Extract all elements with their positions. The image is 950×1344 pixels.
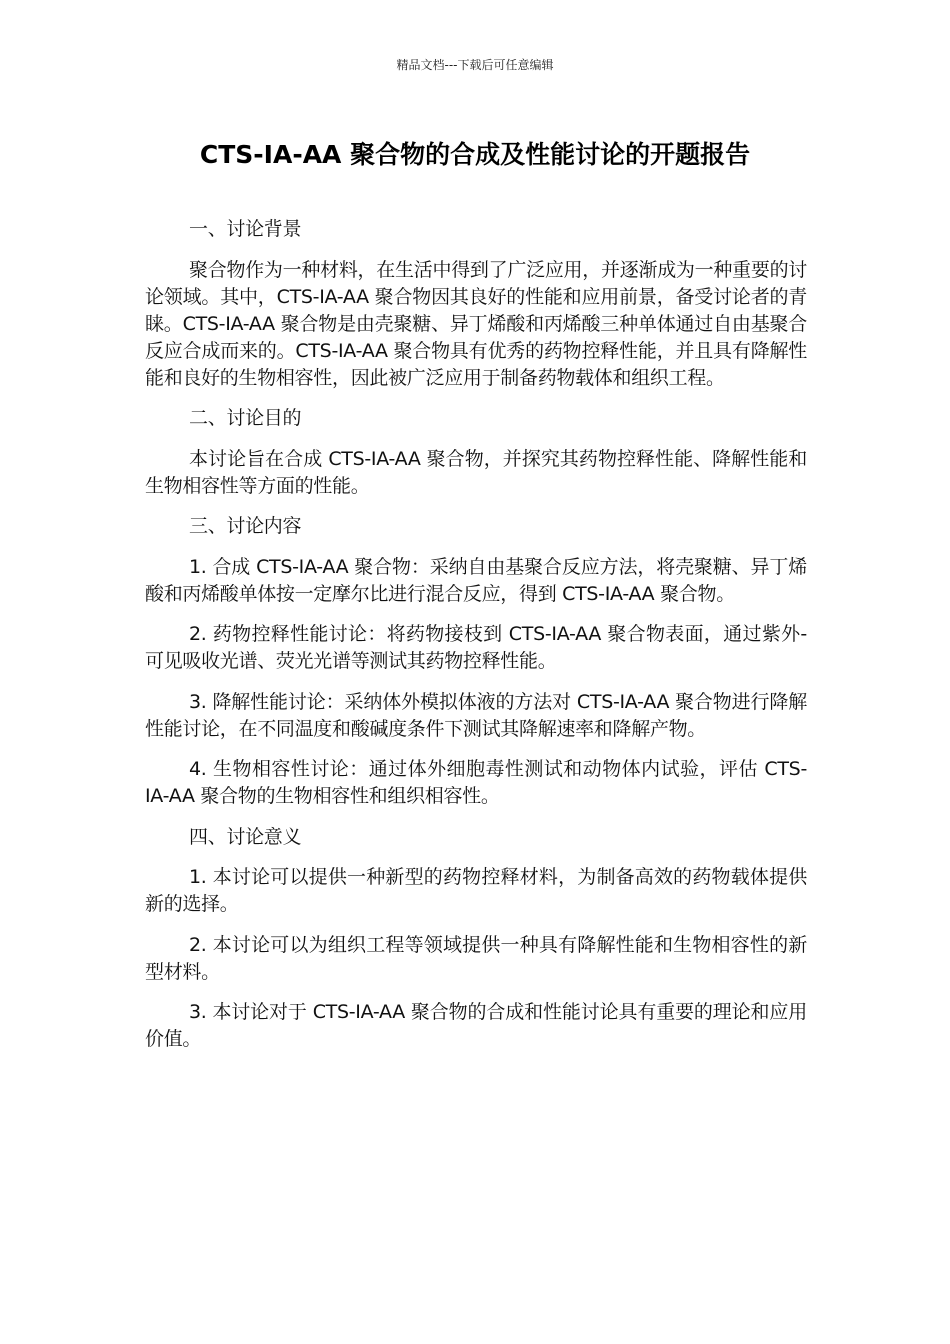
- content-item-4: 4. 生物相容性讨论：通过体外细胞毒性测试和动物体内试验，评估 CTS-IA-AA 聚合物的生物相容性和组织相容性。: [145, 758, 807, 807]
- document-body: [145, 216, 807, 1067]
- section-heading-purpose: 二、讨论目的: [189, 407, 302, 429]
- significance-item-3: 3. 本讨论对于 CTS-IA-AA 聚合物的合成和性能讨论具有重要的理论和应用价值。: [145, 1001, 807, 1050]
- section-heading-content: 三、讨论内容: [189, 515, 302, 537]
- content-item-1: 1. 合成 CTS-IA-AA 聚合物：采纳自由基聚合反应方法，将壳聚糖、异丁烯酸和丙烯酸单体按一定摩尔比进行混合反应，得到 CTS-IA-AA 聚合物。: [145, 555, 807, 605]
- section-heading-significance: 四、讨论意义: [189, 825, 302, 848]
- section-heading-background: 一、讨论背景: [189, 218, 302, 240]
- content-item-3: 3. 降解性能讨论：采纳体外模拟体液的方法对 CTS-IA-AA 聚合物进行降解性能讨论，在不同温度和酸碱度条件下测试其降解速率和降解产物。: [145, 690, 807, 740]
- header-note: 精品文档---下载后可任意编辑: [396, 58, 554, 72]
- document-title: CTS-IA-AA 聚合物的合成及性能讨论的开题报告: [199, 140, 751, 169]
- background-paragraph: 聚合物作为一种材料，在生活中得到了广泛应用，并逐渐成为一种重要的讨论领域。其中，CTS-IA-AA 聚合物因其良好的性能和应用前景，备受讨论者的青睐。CTS-IA-AA 聚合物是由壳聚糖、异丁烯酸和丙烯酸三种单体通过自由基聚合反应合成而来的。CTS-IA-AA 聚合物具有优秀的药物控释性能，并且具有降解性能和良好的生物相容性，因此被广泛应用于制备药物载体和组织工程。: [145, 258, 807, 389]
- purpose-paragraph: 本讨论旨在合成 CTS-IA-AA 聚合物，并探究其药物控释性能、降解性能和生物相容性等方面的性能。: [145, 447, 807, 497]
- significance-item-1: 1. 本讨论可以提供一种新型的药物控释材料，为制备高效的药物载体提供新的选择。: [145, 866, 807, 915]
- significance-item-2: 2. 本讨论可以为组织工程等领域提供一种具有降解性能和生物相容性的新型材料。: [145, 933, 807, 983]
- content-item-2: 2. 药物控释性能讨论：将药物接枝到 CTS-IA-AA 聚合物表面，通过紫外-可见吸收光谱、荧光光谱等测试其药物控释性能。: [145, 623, 807, 672]
